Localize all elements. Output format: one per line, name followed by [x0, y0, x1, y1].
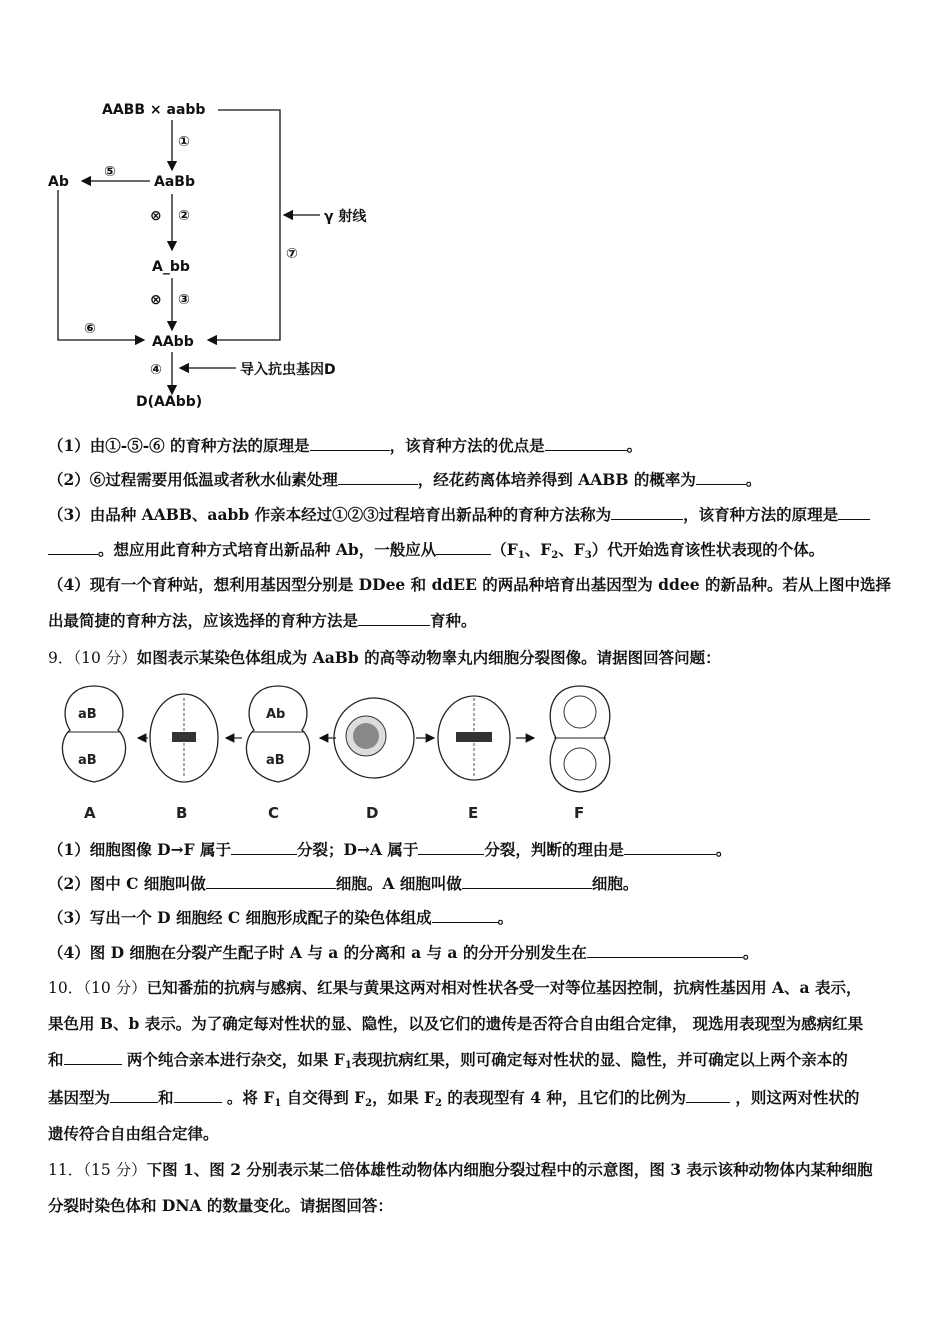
- svg-text:aB: aB: [78, 707, 97, 722]
- diagram-gene-import: 导入抗虫基因D: [240, 362, 336, 378]
- diagram-f1: AaBb: [154, 174, 195, 190]
- q11-line1: 11．（15 分）下图 1、图 2 分别表示某二倍体雄性动物体内细胞分裂过程中的示意图，图 3 表示该种动物体内某种细胞: [48, 1160, 873, 1179]
- diagram-self2: ⊗: [150, 292, 162, 308]
- diagram-step3: ③: [178, 292, 190, 308]
- diagram-step1: ①: [178, 134, 190, 150]
- diagram-step5: ⑤: [104, 164, 116, 180]
- q8-part2: （2）⑥过程需要用低温或者秋水仙素处理 ，经花药离体培养得到 AABB 的概率为 。: [48, 470, 762, 489]
- diagram-target: AAbb: [152, 334, 194, 350]
- diagram-step4: ④: [150, 362, 162, 378]
- cell-D: [334, 698, 414, 822]
- q8-part4a: （4）现有一个育种站，想利用基因型分别是 DDee 和 ddEE 的两品种培育出基因型为 ddee 的新品种。若从上图中选择: [48, 575, 891, 594]
- cell-B: [150, 694, 218, 822]
- q8-part3b: 。想应用此育种方式培育出新品种 Ab，一般应从 （$F_1$、$F_2$、$F_3$）代开始选育该性状表现的个体。: [48, 540, 824, 566]
- svg-text:A: A: [84, 804, 96, 822]
- diagram-self1: ⊗: [150, 208, 162, 224]
- svg-text:aB: aB: [266, 753, 285, 768]
- cell-C: [246, 686, 309, 822]
- diagram-gamma: γ 射线: [324, 209, 367, 225]
- svg-text:E: E: [468, 804, 479, 822]
- q10-line2: 果色用 B、b 表示。为了确定每对性状的显、隐性，以及它们的遗传是否符合自由组合定律， 现选用表现型为感病红果: [48, 1014, 864, 1033]
- diagram-step2: ②: [178, 208, 190, 224]
- breeding-diagram: [40, 90, 400, 420]
- svg-text:C: C: [268, 804, 280, 822]
- cell-E: [438, 696, 510, 822]
- svg-text:Ab: Ab: [266, 707, 286, 722]
- q9-part1: （1）细胞图像 D→F 属于 分裂；D→A 属于 分裂，判断的理由是 。: [48, 840, 732, 859]
- cell-F: [550, 686, 610, 822]
- diagram-step6: ⑥: [84, 321, 96, 337]
- cell-A: [62, 686, 125, 822]
- q9-part2: （2）图中 C 细胞叫做 细胞。A 细胞叫做 细胞。: [48, 874, 639, 893]
- q9-stem: 9．（10 分）如图表示某染色体组成为 AaBb 的高等动物睾丸内细胞分裂图像。请据图回答问题：: [48, 648, 721, 667]
- q10-line4: 基因型为 和 。将 $F_1$ 自交得到 $F_2$，如果 $F_2$ 的表现型有 4 种，且它们的比例为 ，则这两对性状的: [48, 1088, 860, 1109]
- q11-line2: 分裂时染色体和 DNA 的数量变化。请据图回答：: [48, 1196, 393, 1215]
- q10-line5: 遗传符合自由组合定律。: [48, 1124, 219, 1143]
- q9-part4: （4）图 D 细胞在分裂产生配子时 A 与 a 的分离和 a 与 a 的分开分别发生在 。: [48, 943, 759, 962]
- q10-line1: 10．（10 分）已知番茄的抗病与感病、红果与黄果这两对相对性状各受一对等位基因控制，抗病性基因用 A、a 表示，: [48, 978, 862, 997]
- diagram-parents: AABB × aabb: [102, 102, 206, 118]
- diagram-step7: ⑦: [286, 246, 298, 262]
- q10-line3: 和 两个纯合亲本进行杂交，如果 $F_1$表现抗病红果，则可确定每对性状的显、隐性，并可确定以上两个亲本的: [48, 1050, 848, 1071]
- svg-text:F: F: [574, 804, 585, 822]
- q8-part3a: （3）由品种 AABB、aabb 作亲本经过①②③过程培育出新品种的育种方法称为 ，该育种方法的原理是: [48, 505, 870, 525]
- diagram-haploid: Ab: [48, 174, 69, 190]
- svg-text:D: D: [366, 804, 379, 822]
- cell-division-figure: [44, 676, 634, 828]
- svg-text:B: B: [176, 804, 188, 822]
- diagram-final: D(AAbb): [136, 394, 203, 410]
- svg-text:aB: aB: [78, 753, 97, 768]
- q8-part4b: 出最简捷的育种方法，应该选择的育种方法是 育种。: [48, 611, 477, 630]
- q8-part1: （1）由①-⑤-⑥ 的育种方法的原理是 ，该育种方法的优点是 。: [48, 436, 643, 455]
- diagram-intermediate: A_bb: [152, 259, 190, 275]
- q9-part3: （3）写出一个 D 细胞经 C 细胞形成配子的染色体组成 。: [48, 908, 514, 927]
